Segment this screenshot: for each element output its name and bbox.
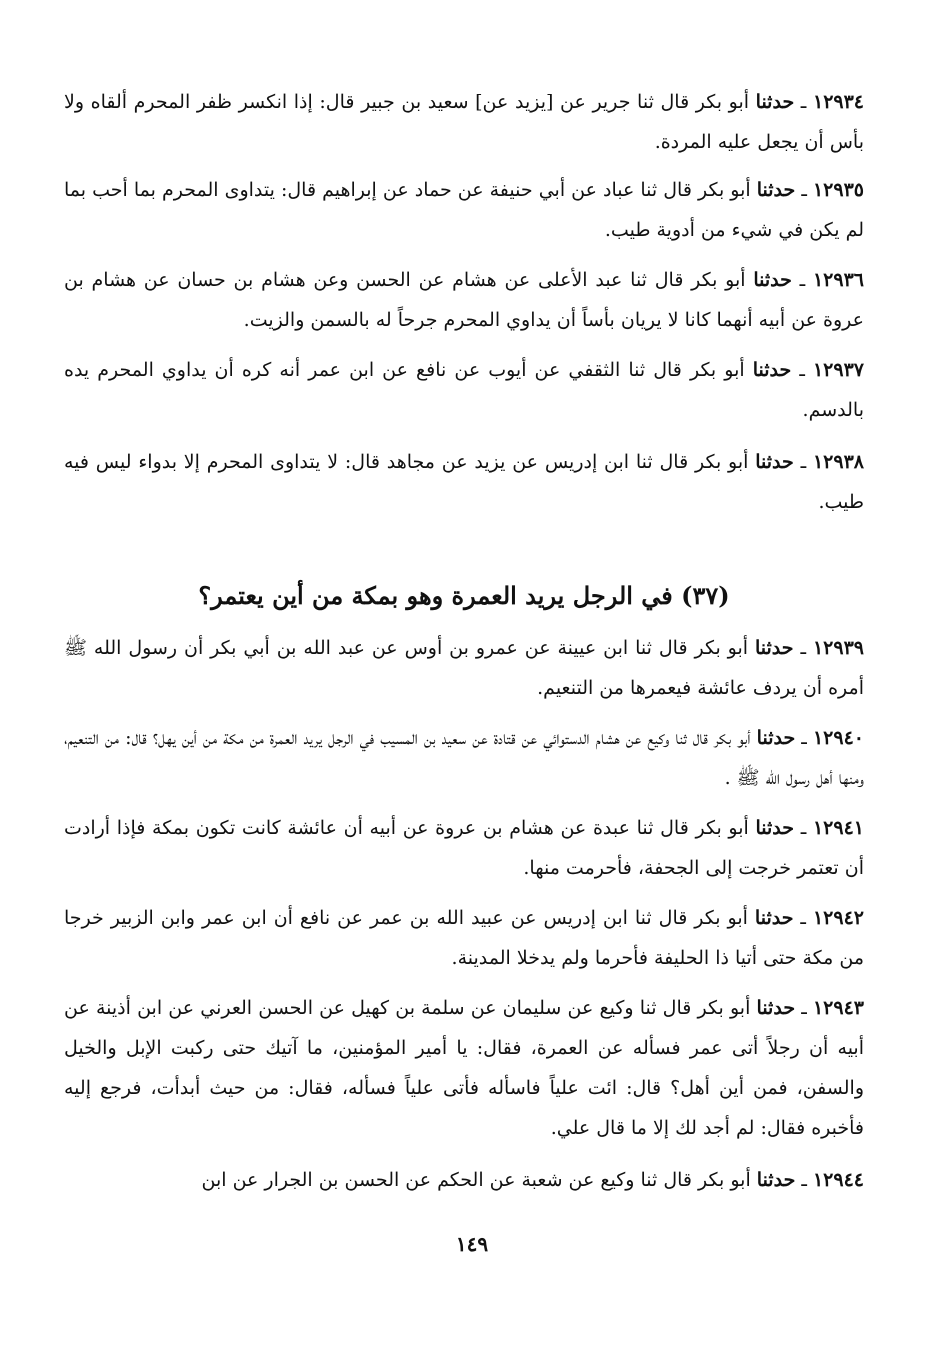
hadith-lead-word: حدثنا [755, 451, 794, 473]
hadith-number: ١٢٩٤٢ [812, 907, 864, 929]
hadith-lead-word: حدثنا [754, 907, 794, 929]
hadith-number: ١٢٩٣٤ [812, 91, 865, 113]
hadith-lead-word: حدثنا [754, 637, 794, 659]
hadith-number: ١٢٩٣٧ [812, 359, 864, 381]
hadith-lead-word: حدثنا [756, 179, 796, 201]
hadith-lead-word: حدثنا [756, 997, 796, 1019]
page-number: ١٤٩ [455, 1232, 489, 1256]
hadith-entry: ١٢٩٣٤ ـ حدثنا أبو بكر قال ثنا جرير عن [يزيد عن] سعيد بن جبير قال: إذا انكسر ظفر المحرم ألقاه ولا بأس أن يجعل عليه المردة. [64, 91, 865, 153]
hadith-entry: ١٢٩٣٨ ـ حدثنا أبو بكر قال ثنا ابن إدريس عن يزيد عن مجاهد قال: لا يتداوى المحرم إلا بدواء ليس فيه طيب. [64, 451, 864, 513]
hadith-lead-word: حدثنا [752, 359, 792, 381]
hadith-entry: ١٢٩٤٤ ـ حدثنا أبو بكر قال ثنا وكيع عن شعبة عن الحكم عن الحسن بن الجرار عن ابن [201, 1169, 864, 1191]
hadith-entry: ١٢٩٤٠ ـ حدثنا أبو بكر قال ثنا وكيع عن هشام الدستوائي عن قتادة عن سعيد بن المسيب في الرجل يريد العمرة من مكة من أين يهل؟ قال: من التنعيم، ومنها أهل رسول الله ﷺ . [64, 727, 864, 789]
hadith-text: أبو بكر قال ثنا ابن عيينة عن عمرو بن أوس عن عبد الله بن أبي بكر أن رسول الله ﷺ أمره أن يردف عائشة فيعمرها من التنعيم. [64, 637, 864, 699]
hadith-text: أبو بكر قال ثنا الثقفي عن أيوب عن نافع عن ابن عمر أنه كره أن يداوي المحرم يده بالدسم. [64, 359, 864, 421]
hadith-entry: ١٢٩٤١ ـ حدثنا أبو بكر قال ثنا عبدة عن هشام بن عروة عن أبيه أن عائشة كانت تكون بمكة فإذا أرادت أن تعتمر خرجت إلى الجحفة، فأحرمت منها. [64, 817, 864, 879]
hadith-text: أبو بكر قال ثنا وكيع عن هشام الدستوائي عن قتادة عن سعيد بن المسيب في الرجل يريد العمرة من مكة من أين يهل؟ قال: من التنعيم، ومنها أهل رسول الله ﷺ . [64, 727, 864, 789]
hadith-lead-word: حدثنا [756, 1169, 796, 1191]
hadith-number: ١٢٩٣٦ [812, 269, 864, 291]
hadith-number: ١٢٩٣٥ [812, 179, 864, 201]
hadith-text: أبو بكر قال ثنا جرير عن [يزيد عن] سعيد بن جبير قال: إذا انكسر ظفر المحرم ألقاه ولا بأس أن يجعل عليه المردة. [64, 91, 864, 153]
hadith-lead-word: حدثنا [753, 269, 792, 291]
hadith-number: ١٢٩٤١ [812, 817, 864, 839]
hadith-entry: ١٢٩٣٦ ـ حدثنا أبو بكر قال ثنا عبد الأعلى عن هشام عن الحسن وعن هشام بن حسان عن هشام بن عروة عن أبيه أنهما كانا لا يريان بأساً أن يداوي المحرم جرحاً له بالسمن والزيت. [64, 269, 864, 331]
hadith-entry: ١٢٩٤٣ ـ حدثنا أبو بكر قال ثنا وكيع عن سليمان عن سلمة بن كهيل عن الحسن العرني عن ابن أذينة عن أبيه أن رجلاً أتى عمر فسأله عن العمرة، فقال: يا أمير المؤمنين، ما آتيك حتى ركبت الإبل والخيل والسفن، فمن أين أهل؟ قال: ائت علياً فاسأله فأتى علياً فسأله، فقال: من حيث أبدأت، فرجع إليه فأخبره فقال: لم أجد لك إلا ما قال علي. [64, 997, 864, 1139]
hadith-lead-word: حدثنا [755, 91, 795, 113]
hadith-text: أبو بكر قال ثنا ابن إدريس عن يزيد عن مجاهد قال: لا يتداوى المحرم إلا بدواء ليس فيه طيب. [64, 451, 864, 513]
hadith-text: أبو بكر قال ثنا وكيع عن شعبة عن الحكم عن الحسن بن الجرار عن ابن [201, 1169, 751, 1191]
hadith-number: ١٢٩٤٤ [812, 1169, 864, 1191]
hadith-lead-word: حدثنا [756, 727, 796, 749]
section-title: (٣٧) في الرجل يريد العمرة وهو بمكة من أين يعتمر؟ [198, 581, 730, 610]
hadith-entry: ١٢٩٤٢ ـ حدثنا أبو بكر قال ثنا ابن إدريس عن عبيد الله بن عمر عن نافع أن ابن عمر وابن الزبير خرجا من مكة حتى أتيا ذا الحليفة فأحرما ولم يدخلا المدينة. [64, 907, 864, 969]
hadith-number: ١٢٩٤٠ [812, 727, 864, 749]
hadith-number: ١٢٩٣٨ [812, 451, 864, 473]
hadith-number: ١٢٩٣٩ [812, 637, 864, 659]
hadith-entry: ١٢٩٣٧ ـ حدثنا أبو بكر قال ثنا الثقفي عن أيوب عن نافع عن ابن عمر أنه كره أن يداوي المحرم يده بالدسم. [64, 359, 864, 421]
hadith-text: أبو بكر قال ثنا ابن إدريس عن عبيد الله بن عمر عن نافع أن ابن عمر وابن الزبير خرجا من مكة حتى أتيا ذا الحليفة فأحرما ولم يدخلا المدينة. [64, 907, 864, 969]
hadith-text: أبو بكر قال ثنا وكيع عن سليمان عن سلمة بن كهيل عن الحسن العرني عن ابن أذينة عن أبيه أن رجلاً أتى عمر فسأله عن العمرة، فقال: يا أمير المؤمنين، ما آتيك حتى ركبت الإبل والخيل والسفن، فمن أين أهل؟ قال: ائت علياً فاسأله فأتى علياً فسأله، فقال: من حيث أبدأت، فرجع إليه فأخبره فقال: لم أجد لك إلا ما قال علي. [64, 997, 864, 1139]
hadith-lead-word: حدثنا [755, 817, 795, 839]
hadith-number: ١٢٩٤٣ [812, 997, 864, 1019]
hadith-entry: ١٢٩٣٩ ـ حدثنا أبو بكر قال ثنا ابن عيينة عن عمرو بن أوس عن عبد الله بن أبي بكر أن رسول الله ﷺ أمره أن يردف عائشة فيعمرها من التنعيم. [64, 637, 864, 699]
hadith-text: أبو بكر قال ثنا عباد عن أبي حنيفة عن حماد عن إبراهيم قال: يتداوى المحرم بما أحب بما لم يكن في شيء من أدوية طيب. [64, 179, 864, 241]
hadith-text: أبو بكر قال ثنا عبدة عن هشام بن عروة عن أبيه أن عائشة كانت تكون بمكة فإذا أرادت أن تعتمر خرجت إلى الجحفة، فأحرمت منها. [64, 817, 864, 879]
hadith-text: أبو بكر قال ثنا عبد الأعلى عن هشام عن الحسن وعن هشام بن حسان عن هشام بن عروة عن أبيه أنهما كانا لا يريان بأساً أن يداوي المحرم جرحاً له بالسمن والزيت. [64, 269, 864, 331]
hadith-entry: ١٢٩٣٥ ـ حدثنا أبو بكر قال ثنا عباد عن أبي حنيفة عن حماد عن إبراهيم قال: يتداوى المحرم بما أحب بما لم يكن في شيء من أدوية طيب. [64, 179, 864, 241]
